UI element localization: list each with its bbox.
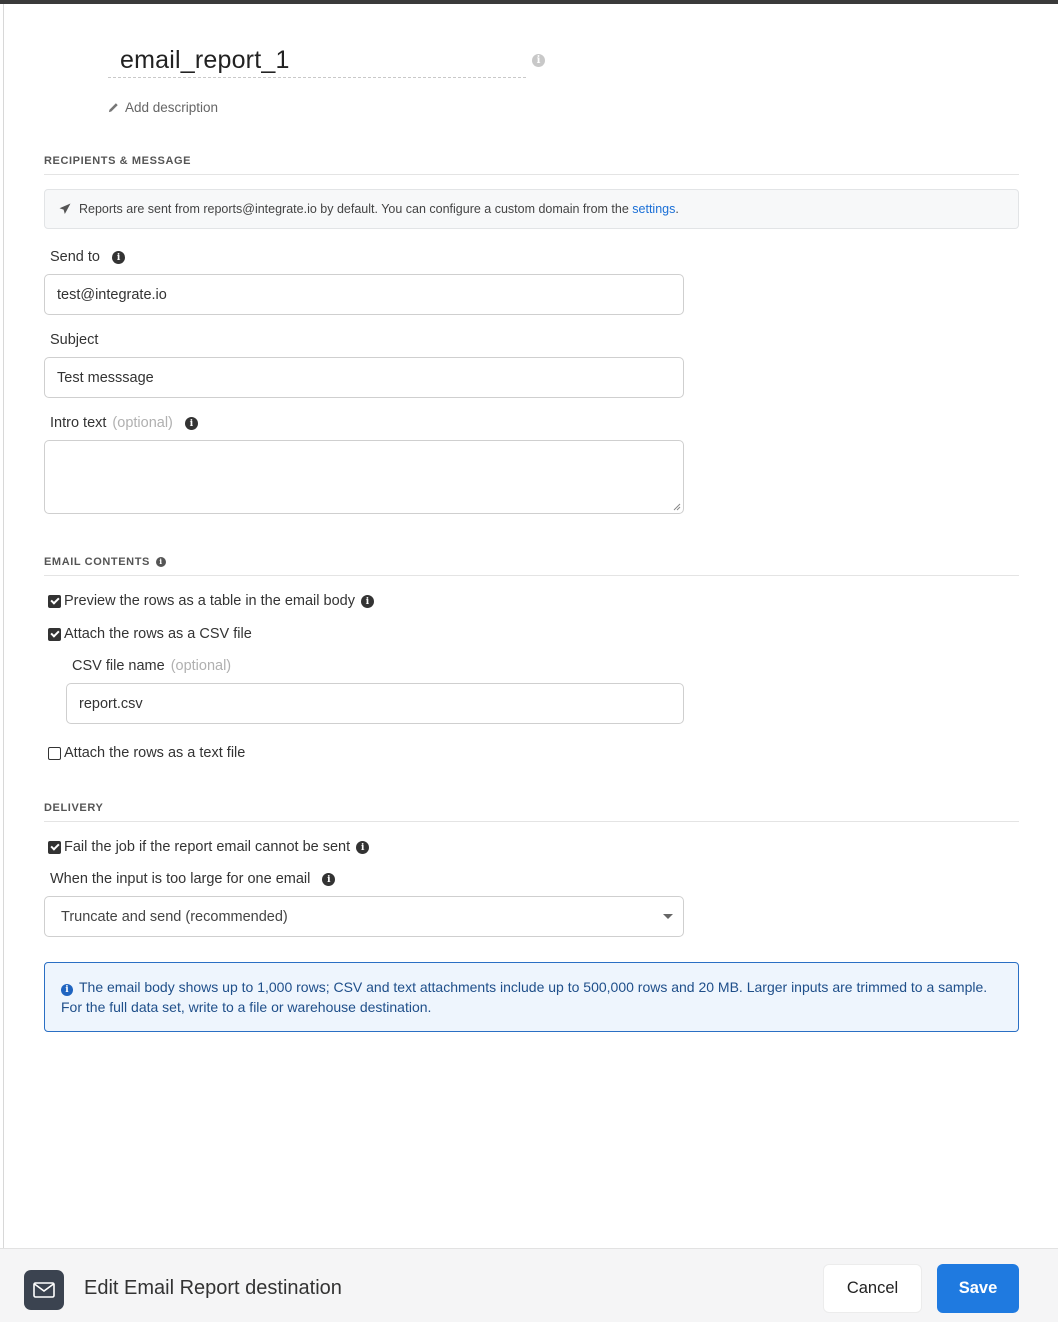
fail-job-label: Fail the job if the report email cannot be sent [64,839,351,855]
csv-name-label [72,658,231,674]
csv-name-label-text: CSV file name [72,658,165,674]
large-input-info-icon[interactable]: i [322,873,335,886]
fail-job-option[interactable] [48,839,369,855]
section-delivery [44,802,1019,822]
attach-text-option[interactable] [48,745,245,761]
send-to-label-text: Send to [50,249,100,265]
preview-table-option[interactable] [48,593,374,609]
section-recipients-title: RECIPIENTS & MESSAGE [44,155,192,167]
footer-title: Edit Email Report destination [84,1277,342,1299]
subject-label [50,332,98,348]
email-destination-icon [24,1270,64,1310]
limits-info-box [44,962,1019,1032]
save-button[interactable]: Save [937,1264,1019,1313]
limits-text: The email body shows up to 1,000 rows; CSV and text attachments include up to 500,000 rows and 20 MB. Larger inputs are trimmed to a sample. For the full data set, write to a file or warehouse destination. [61,979,988,1015]
attach-csv-label: Attach the rows as a CSV file [64,626,252,642]
attach-text-checkbox[interactable] [48,747,61,760]
fail-job-checkbox[interactable] [48,841,61,854]
subject-label-text: Subject [50,332,99,348]
preview-table-label: Preview the rows as a table in the email body [64,593,355,609]
envelope-icon [33,1282,55,1298]
resize-grip-icon[interactable] [673,503,681,511]
add-description-link[interactable] [108,100,218,115]
limits-info-icon: i [61,984,73,996]
large-input-selected-value: Truncate and send (recommended) [61,908,288,925]
sender-notice [44,189,1019,229]
sender-notice-text [79,202,679,216]
subject-input[interactable] [44,357,684,398]
section-email-contents-title: EMAIL CONTENTS [44,556,150,568]
section-recipients [44,155,1019,175]
cancel-button[interactable]: Cancel [823,1264,922,1313]
notice-prefix: Reports are sent from reports@integrate.io by default. You can configure a custom domain from the [79,202,633,216]
preview-table-checkbox[interactable] [48,595,61,608]
paper-plane-icon [59,203,71,215]
attach-text-label: Attach the rows as a text file [64,745,246,761]
section-delivery-title: DELIVERY [44,802,104,814]
section-email-contents [44,556,1019,576]
left-border [3,4,4,1248]
csv-name-optional-text: (optional) [170,658,232,674]
settings-link[interactable]: settings [632,202,676,216]
csv-name-input[interactable] [66,683,684,724]
send-to-input[interactable] [44,274,684,315]
send-to-info-icon[interactable]: i [112,251,125,264]
fail-job-info-icon[interactable]: i [356,841,369,854]
title-editable[interactable] [108,42,526,78]
top-bar [0,0,1058,4]
large-input-label-text: When the input is too large for one email [50,871,311,887]
intro-text-label [50,415,198,431]
attach-csv-option[interactable] [48,626,252,642]
email-contents-info-icon[interactable]: i [156,557,166,567]
title-info-icon[interactable]: i [532,54,545,67]
preview-info-icon[interactable]: i [361,595,374,608]
pencil-icon [108,102,119,113]
attach-csv-checkbox[interactable] [48,628,61,641]
intro-info-icon[interactable]: i [185,417,198,430]
component-title[interactable]: email_report_1 [120,46,290,74]
intro-text-area[interactable] [44,440,684,514]
chevron-down-icon[interactable] [663,914,673,919]
intro-label-text: Intro text [50,415,107,431]
add-description-label: Add description [125,100,219,115]
large-input-label [50,871,335,887]
intro-optional-text: (optional) [112,415,173,431]
notice-suffix: . [675,202,679,216]
send-to-label [50,249,125,265]
footer-bar [0,1248,1058,1322]
large-input-select[interactable] [44,896,684,937]
